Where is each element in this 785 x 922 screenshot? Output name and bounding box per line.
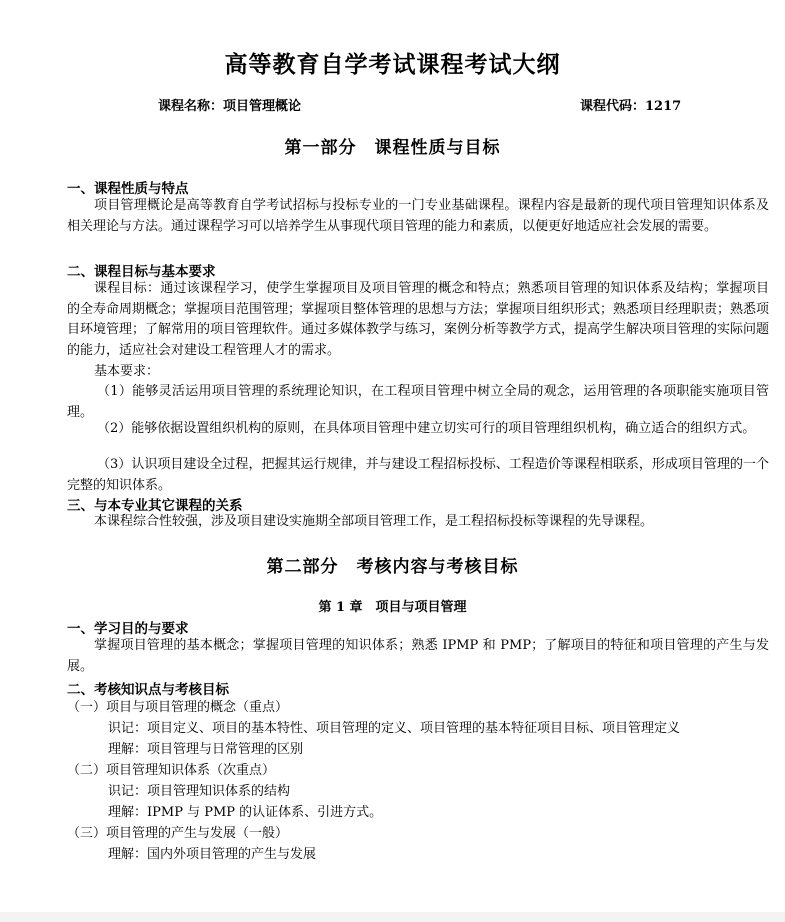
section-heading: 二、考核知识点与考核目标 — [67, 682, 229, 698]
section-heading: 二、课程目标与基本要求 — [67, 264, 216, 280]
paragraph: 掌握项目管理的基本概念；掌握项目管理的知识体系；熟悉 IPMP 和 PMP；了解项目的特征和项目管理的产生与发展。 — [67, 638, 769, 674]
section-heading: 三、与本专业其它课程的关系 — [67, 498, 243, 514]
paragraph: 项目管理概论是高等教育自学考试招标与投标专业的一门专业基础课程。课程内容是最新的现代项目管理知识体系及相关理论与方法。通过课程学习可以培养学生从事现代项目管理的能力和素质，以便更好地适应社会发展的需要。 — [67, 198, 769, 234]
section-heading: 一、课程性质与特点 — [67, 181, 189, 197]
part1-heading: 第一部分 课程性质与目标 — [284, 138, 501, 158]
requirement-item: （2）能够依据设置组织机构的原则，在具体项目管理中建立切实可行的项目管理组织机构，确立适合的组织方式。 — [97, 421, 756, 436]
paragraph: 本课程综合性较强，涉及项目建设实施期全部项目管理工作，是工程招标投标等课程的先导课程。 — [94, 514, 654, 529]
requirements-label: 基本要求： — [94, 364, 160, 379]
page-bottom-edge — [0, 912, 785, 922]
course-name: 课程名称：项目管理概论 — [158, 99, 302, 114]
knowledge-point-line: 理解：IPMP 与 PMP 的认证体系、引进方式。 — [108, 805, 383, 820]
knowledge-point-title: （一）项目与项目管理的概念（重点） — [67, 700, 289, 715]
requirement-item: （3）认识项目建设全过程，把握其运行规律，并与建设工程招标投标、工程造价等课程相联系，形成项目管理的一个完整的知识体系。 — [67, 457, 769, 493]
knowledge-point-line: 识记：项目定义、项目的基本特性、项目管理的定义、项目管理的基本特征项目目标、项目管理定义 — [108, 721, 681, 736]
part2-heading: 第二部分 考核内容与考核目标 — [266, 557, 519, 577]
requirement-item: （1）能够灵活运用项目管理的系统理论知识，在工程项目管理中树立全局的观念，运用管理的各项职能实施项目管理。 — [67, 384, 769, 420]
document-title: 高等教育自学考试课程考试大纲 — [224, 51, 561, 78]
course-code: 课程代码：1217 — [580, 99, 682, 114]
knowledge-point-title: （三）项目管理的产生与发展（一般） — [67, 826, 289, 841]
knowledge-point-line: 识记：项目管理知识体系的结构 — [108, 784, 291, 799]
knowledge-point-title: （二）项目管理知识体系（次重点） — [67, 763, 276, 778]
knowledge-point-line: 理解：国内外项目管理的产生与发展 — [108, 847, 317, 862]
paragraph: 课程目标：通过该课程学习，使学生掌握项目及项目管理的概念和特点；熟悉项目管理的知识体系及结构；掌握项目的全寿命周期概念；掌握项目范围管理；掌握项目整体管理的思想与方法；掌握项目组织形式；熟悉项目经理职责；熟悉项目环境管理；了解常用的项目管理软件。通过多媒体教学与练习，案例分析等教学方式，提高学生解决项目管理的实际问题的能力，适应社会对建设工程管理人才的需求。 — [67, 281, 770, 358]
section-heading: 一、学习目的与要求 — [67, 621, 189, 637]
knowledge-point-line: 理解：项目管理与日常管理的区别 — [108, 742, 304, 757]
chapter-heading: 第 1 章 项目与项目管理 — [318, 600, 467, 615]
